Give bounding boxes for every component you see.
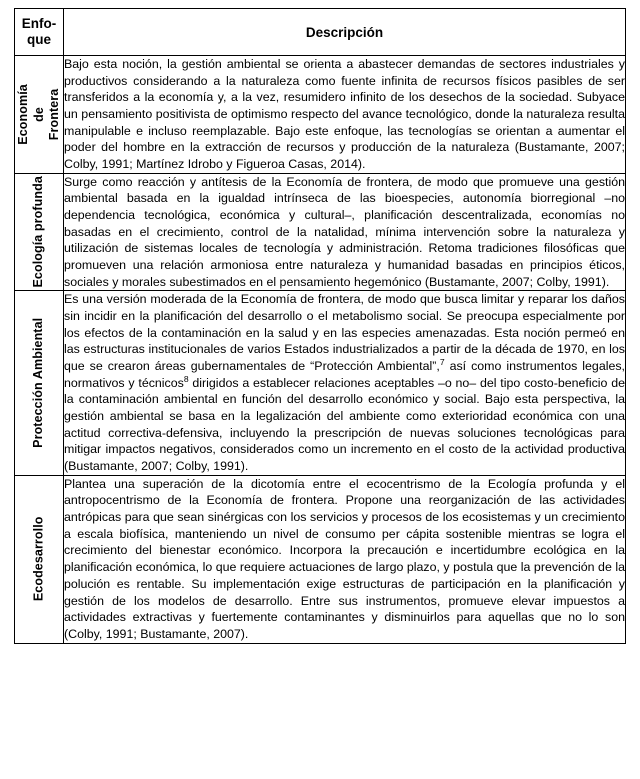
- rotated-label-wrapper: [15, 476, 63, 643]
- rotated-label-text: Ecodesarrollo: [31, 516, 46, 602]
- table-header-row: [15, 9, 626, 56]
- row-description-text: [64, 291, 625, 474]
- row-label-line1: Economía de: [15, 84, 46, 145]
- column-header-enfoque-line1: Enfo-: [21, 16, 57, 32]
- rotated-label-text: Protección Ambiental: [31, 318, 46, 449]
- row-label-economia-de-frontera: [15, 56, 64, 174]
- rotated-label-text: Ecología profunda: [31, 176, 46, 288]
- description-segment-2: así como instrumentos legales, normativos y técnicos: [64, 359, 626, 390]
- table-body: [15, 56, 626, 644]
- table-row: [15, 475, 626, 643]
- enfoque-descripcion-table: [14, 8, 626, 644]
- column-header-descripcion: Descripción: [64, 9, 626, 56]
- row-description-cell: [64, 56, 626, 174]
- table-row: [15, 173, 626, 291]
- table-row: [15, 291, 626, 475]
- row-description-cell: [64, 291, 626, 475]
- description-segment-3: dirigidos a establecer relaciones aceptables –o no– del tipo costo-beneficio de la contaminación ambiental en función del desarrollo económico y social. Bajo esta perspectiva, la gestión ambiental se basa en la legalización del ambiente como exterioridad económica con una actitud correctiva-defensiva, incluyendo la prescripción de nuevas soluciones tecnológicas para mitigar impactos negativos, considerados como un incremento en el costo de la actividad productiva (Bustamante, 2007; Colby, 1991).: [64, 375, 625, 474]
- row-label-proteccion-ambiental: [15, 291, 64, 475]
- row-label-line2: Frontera: [46, 88, 61, 141]
- table-header: [15, 9, 626, 56]
- row-label-ecodesarrollo: [15, 475, 64, 643]
- row-description-cell: [64, 173, 626, 291]
- column-header-enfoque: [15, 9, 64, 56]
- rotated-label-wrapper: [15, 56, 63, 173]
- row-label-ecologia-profunda: [15, 173, 64, 291]
- rotated-label-wrapper: [15, 174, 63, 291]
- footnote-marker-7: 7: [439, 356, 445, 367]
- row-description-text: Surge como reacción y antítesis de la Economía de frontera, de modo que promueve una gestión ambiental basada en la igualdad intrínseca de las bioespecies, autonomía biorregional –no dependencia tecnológica, económica y cultural–, planificación descentralizada, economías no basadas en el crecimiento, control de la natalidad, mínima intervención sobre la naturaleza y utilización de sistemas locales de tecnología y administración. Retoma tradiciones filosóficas que promueven una relación armoniosa entre naturaleza y humanidad basadas en principios éticos, sociales y morales subestimados en el pensamiento hegemónico (Bustamante, 2007; Colby, 1991).: [64, 174, 625, 289]
- column-header-enfoque-line2: que: [26, 32, 51, 47]
- row-description-cell: [64, 475, 626, 643]
- description-segment-1: Es una versión moderada de la Economía de frontera, de modo que busca limitar y reparar los daños sin incidir en la planificación del desarrollo o el metabolismo social. Se preocupa especialmente por los efectos de la contaminación en la salud y en las especies amenazadas. Esta noción permeó en las estructuras institucionales de varios Estados industrializados a partir de la década de 1970, en los que se crearon áreas gubernamentales de “Protección Ambiental”,: [64, 292, 625, 374]
- rotated-label-wrapper: [15, 291, 63, 474]
- row-description-text: Plantea una superación de la dicotomía entre el ecocentrismo de la Ecología profunda y el antropocentrismo de la Economía de frontera. Propone una reorganización de las actividades antrópicas para que sean sinérgicas con los servicios y procesos de los ecosistemas y un crecimiento a escala biofísica, manteniendo un nivel de consumo per cápita sostenible mientras se logra el crecimiento del bienestar económico. Incorpora la precaución e incertidumbre ecológica en la planificación económica, lo que requiere actuaciones de largo plazo, y postula que la prevención de la polución es rentable. Su implementación exige estructuras de participación en la planificación y gestión de los modelos de desarrollo. Entre sus instrumentos, promueve elevar impuestos a actividades extractivas y fuertemente contaminantes y disminuirlos para aquellas que no lo son (Colby, 1991; Bustamante, 2007).: [64, 476, 625, 641]
- footnote-marker-8: 8: [183, 373, 189, 384]
- table-row: [15, 56, 626, 174]
- rotated-label-text: [16, 84, 63, 145]
- row-description-text: Bajo esta noción, la gestión ambiental se orienta a abastecer demandas de sectores industriales y productivos considerando a la naturaleza como fuente infinita de recursos físicos pasibles de ser transferidos a la economía y, a la vez, resumidero infinito de los desechos de la sociedad. Subyace un pensamiento positivista de optimismo respecto del avance tecnológico, donde la naturaleza resulta manipulable e incluso reemplazable. Bajo este enfoque, las tecnologías se orientan a aumentar el poder del hombre en la extracción de recursos y producción de la naturaleza (Bustamante, 2007; Colby, 1991; Martínez Idrobo y Figueroa Casas, 2014).: [64, 57, 625, 172]
